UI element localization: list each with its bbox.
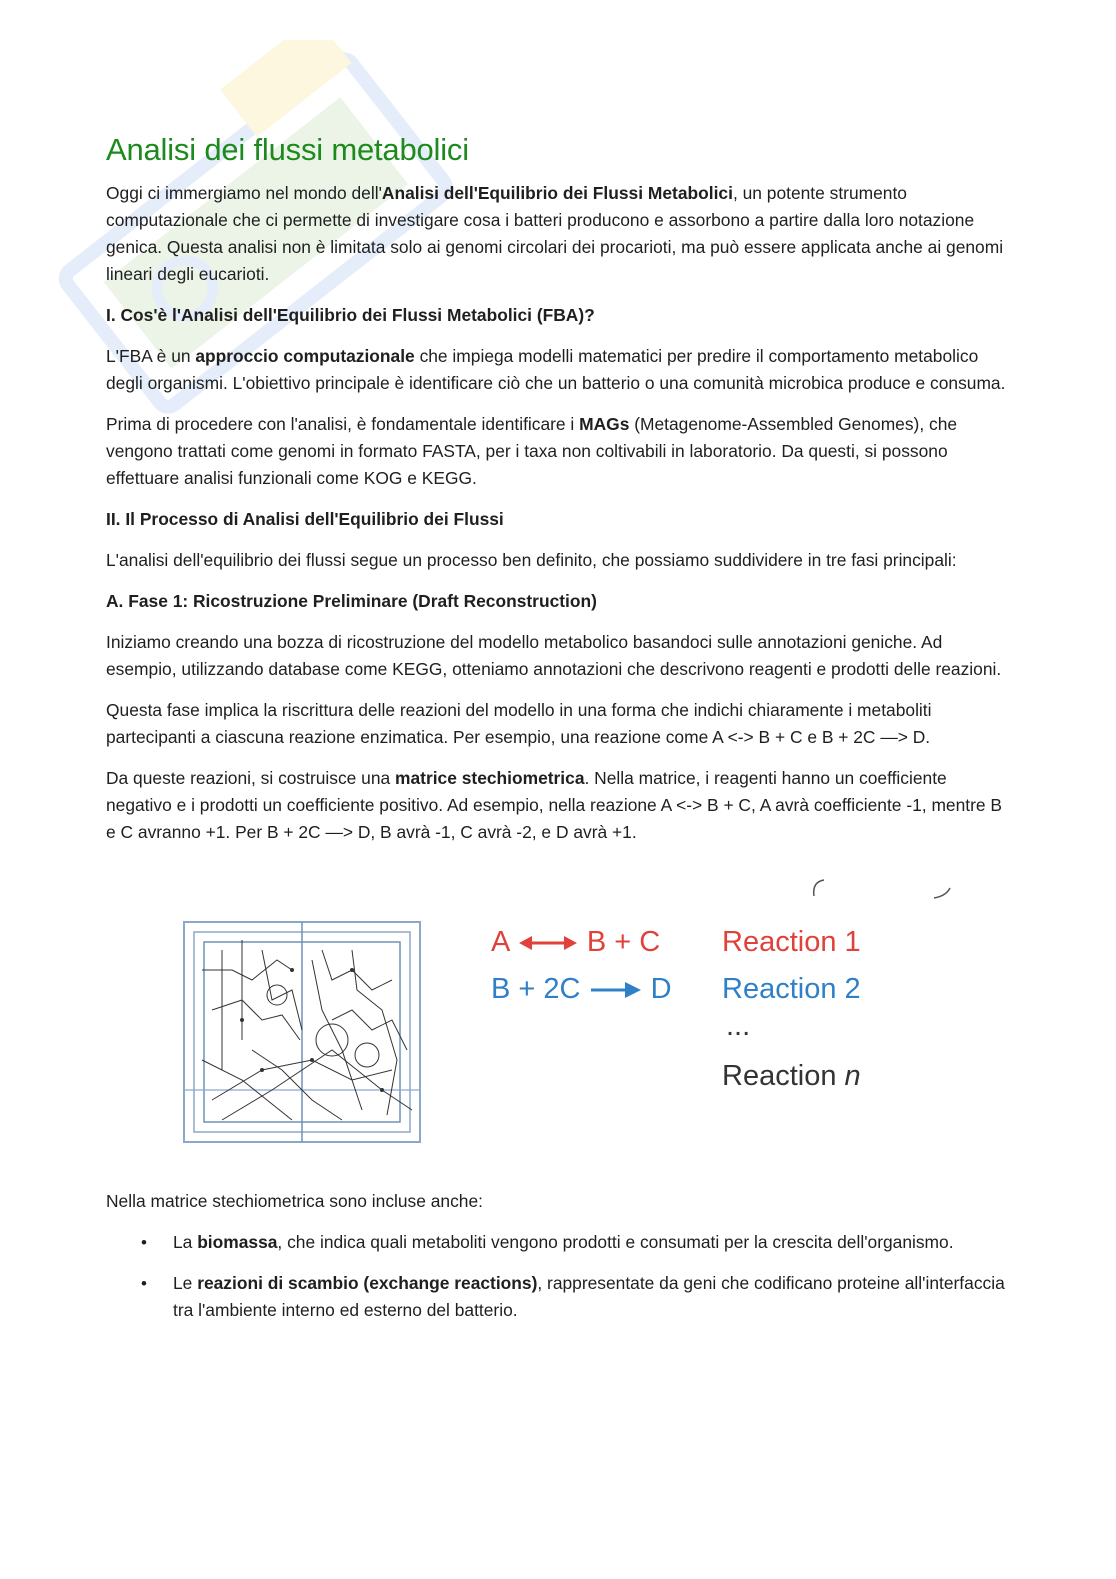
reaction-figure: [106, 860, 1006, 1170]
process-paragraph: L'analisi dell'equilibrio dei flussi segue un processo ben definito, che possiamo suddividere in tre fasi principali:: [106, 550, 957, 570]
section-1-heading: I. Cos'è l'Analisi dell'Equilibrio dei Flussi Metabolici (FBA)?: [106, 305, 595, 325]
reaction-n-label: Reaction n: [722, 1060, 861, 1092]
list-item: • Le reazioni di scambio (exchange reactions), rappresentate da geni che codificano proteine all'interfaccia tra l'ambiente interno ed esterno del batterio.: [173, 1270, 1006, 1324]
section-2-heading: II. Il Processo di Analisi dell'Equilibrio dei Flussi: [106, 509, 504, 529]
matrix-includes-list: [106, 1229, 1006, 1324]
matrix-includes-paragraph: Nella matrice stechiometrica sono incluse anche:: [106, 1191, 483, 1211]
fba-definition-paragraph: L'FBA è un approccio computazionale che impiega modelli matematici per predire il comportamento metabolico degli organismi. L'obiettivo principale è identificare ciò che un batterio o una comunità microbica produce e consuma.: [106, 346, 1006, 393]
draft-paragraph: Iniziamo creando una bozza di ricostruzione del modello metabolico basandoci sulle annotazioni geniche. Ad esempio, utilizzando database come KEGG, otteniamo annotazioni che descrivono reagenti e prodotti delle reazioni.: [106, 632, 1002, 679]
scan-mark: [806, 874, 956, 904]
double-arrow-icon: [519, 933, 577, 953]
reaction-ellipsis: ...: [726, 1010, 751, 1042]
reaction-2-label: Reaction 2: [722, 973, 861, 1005]
stoichiometric-paragraph: Da queste reazioni, si costruisce una matrice stechiometrica. Nella matrice, i reagenti hanno un coefficiente negativo e i prodotti un coefficiente positivo. Ad esempio, nella reazione A <-> B + C, A avrà coefficiente -1, mentre B e C avranno +1. Per B + 2C —> D, B avrà -1, C avrà -2, e D avrà +1.: [106, 768, 1002, 842]
rewrite-paragraph: Questa fase implica la riscrittura delle reazioni del modello in una forma che indichi chiaramente i metaboliti partecipanti a ciascuna reazione enzimatica. Per esempio, una reazione come A <-> B + C e B + 2C —> D.: [106, 700, 932, 747]
page-title: Analisi dei flussi metabolici: [106, 132, 469, 167]
bullet-icon: •: [141, 1274, 147, 1293]
metabolic-network-diagram: [182, 920, 424, 1146]
reaction-2-equation: B + 2C D: [491, 973, 672, 1005]
mags-paragraph: Prima di procedere con l'analisi, è fondamentale identificare i MAGs (Metagenome-Assembled Genomes), che vengono trattati come genomi in formato FASTA, per i taxa non coltivabili in laboratorio. Da questi, si possono effettuare analisi funzionali come KOG e KEGG.: [106, 414, 958, 488]
right-arrow-icon: [591, 980, 641, 1000]
reaction-1-equation: A B + C: [491, 926, 661, 958]
reaction-1-label: Reaction 1: [722, 926, 861, 958]
intro-paragraph: Oggi ci immergiamo nel mondo dell'Analisi dell'Equilibrio dei Flussi Metabolici, un potente strumento computazionale che ci permette di investigare cosa i batteri producono e assorbono a partire dalla loro notazione genica. Questa analisi non è limitata solo ai genomi circolari dei procarioti, ma può essere applicata anche ai genomi lineari degli eucarioti.: [106, 183, 1004, 284]
list-item: • La biomassa, che indica quali metaboliti vengono prodotti e consumati per la crescita dell'organismo.: [173, 1229, 1006, 1256]
document-page: [106, 132, 1006, 1338]
phase-1-heading: A. Fase 1: Ricostruzione Preliminare (Draft Reconstruction): [106, 591, 597, 611]
bullet-icon: •: [141, 1233, 147, 1252]
